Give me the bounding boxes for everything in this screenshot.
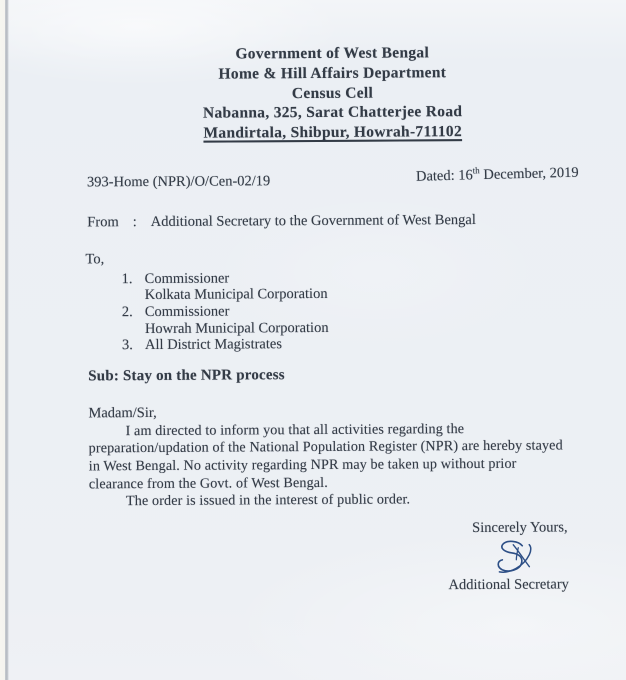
letterhead-department-line: Home & Hill Affairs Department: [218, 63, 447, 83]
letterhead: [40, 42, 625, 145]
to-label: To,: [85, 251, 105, 268]
recipient-text: [145, 336, 282, 353]
letterhead-address-line2: Mandirtala, Shibpur, Howrah-711102: [203, 123, 463, 142]
from-value: Additional Secretary to the Government of West Bengal: [150, 211, 476, 230]
letter-date: [416, 163, 579, 186]
recipient-text: [145, 303, 329, 337]
salutation: Madam/Sir,: [88, 404, 157, 422]
recipient-title: Commissioner: [144, 270, 230, 287]
recipient-number: 1.: [121, 270, 133, 287]
letterhead-address-line1: Nabanna, 325, Sarat Chatterjee Road: [202, 103, 463, 123]
from-line: [87, 211, 625, 231]
recipient-list: [122, 268, 626, 354]
signatory-title: Additional Secretary: [448, 576, 569, 593]
recipient-item: [122, 301, 626, 337]
body-line: preparation/updation of the National Population Register (NPR) are hereby stayed: [88, 437, 563, 457]
date-suffix: December, 2019: [479, 164, 580, 184]
signature-scribble: [485, 538, 626, 579]
date-prefix: Dated: 16: [416, 167, 474, 185]
closing-block: [1, 519, 626, 597]
recipient-organization: Howrah Municipal Corporation: [144, 319, 329, 337]
recipient-title: Commissioner: [144, 303, 230, 321]
body-line: clearance from the Govt. of West Bengal.: [88, 474, 328, 492]
date-ordinal: th: [472, 165, 481, 176]
body-paragraph: [89, 420, 592, 511]
letterhead-government-line: Government of West Bengal: [235, 44, 430, 63]
from-label: From: [87, 213, 119, 231]
reference-row: [86, 164, 580, 193]
recipient-title: All District Magistrates: [144, 336, 282, 354]
memo-number: 393-Home (NPR)/O/Cen-02/19: [86, 173, 271, 191]
recipient-number: 3.: [121, 337, 133, 354]
recipient-organization: Kolkata Municipal Corporation: [144, 286, 328, 304]
letterhead-cell-line: Census Cell: [291, 84, 374, 102]
body-line: I am directed to inform you that all activities regarding the: [125, 420, 465, 439]
body-line: The order is issued in the interest of public order.: [125, 491, 411, 510]
recipient-item: [122, 334, 626, 354]
recipient-number: 2.: [121, 304, 133, 321]
subject-line: Sub: Stay on the NPR process: [88, 366, 285, 385]
body-line: in West Bengal. No activity regarding NPR may be taken up without prior: [88, 455, 517, 475]
closing-valediction: Sincerely Yours,: [472, 519, 568, 536]
recipient-item: [122, 268, 626, 304]
from-separator: :: [132, 213, 137, 230]
recipient-text: [145, 270, 328, 304]
